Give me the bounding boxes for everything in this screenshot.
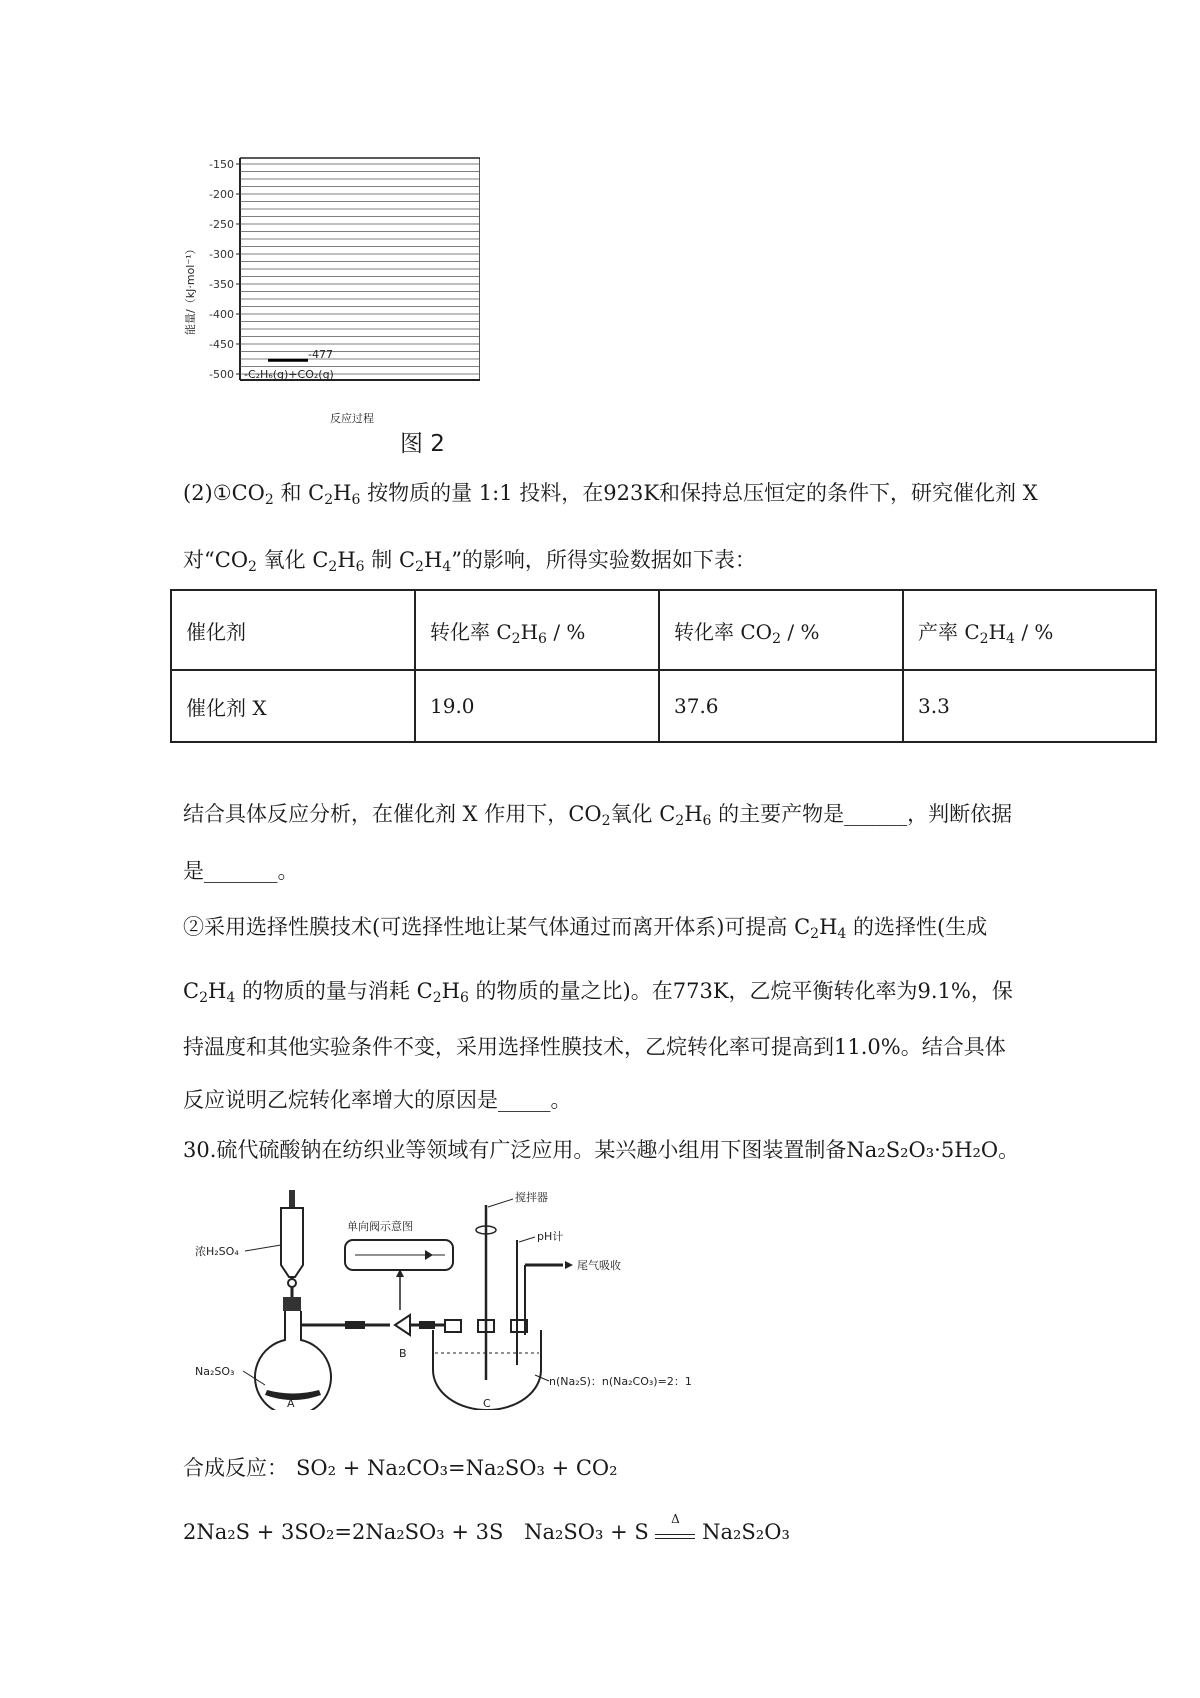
cell-c2h6: 19.0: [415, 670, 659, 742]
stopcock: [288, 1279, 296, 1287]
figure-caption: 图 2: [400, 431, 445, 457]
cell-co2: 37.6: [659, 670, 903, 742]
separatory-funnel: [281, 1208, 303, 1277]
tail-gas-label: 尾气吸收: [577, 1259, 621, 1272]
energy-diagram: [180, 150, 480, 440]
y-tick-label: -150: [209, 158, 234, 171]
y-tick-label: -300: [209, 248, 234, 261]
y-tick-label: -450: [209, 338, 234, 351]
table-row: [171, 670, 1156, 742]
q2b-line3: 持温度和其他实验条件不变，采用选择性膜技术，乙烷转化率可提高到11.0%。结合具体: [183, 1035, 1006, 1059]
analysis-line2: 是_______。: [183, 859, 299, 883]
header-co2-conversion: 转化率 $CO_2$ / %: [659, 590, 903, 670]
y-axis-ticks: [209, 158, 240, 381]
x-axis-label: 反应过程: [330, 412, 374, 425]
q2b-line4: 反应说明乙烷转化率增大的原因是_____。: [183, 1088, 572, 1112]
q2-line1: $(2)①CO_2$ 和 $C_2H_6$ 按物质的量 1:1 投料，在923K和保持总压恒定的条件下，研究催化剂 X: [183, 481, 1038, 508]
na2so3-label: Na₂SO₃: [195, 1365, 235, 1378]
q2b-line2: $C_2H_4$ 的物质的量与消耗 $C_2H_6$ 的物质的量之比)。在773K，乙烷平衡转化率为9.1%，保: [183, 979, 1013, 1006]
cell-c2h4: 3.3: [903, 670, 1156, 742]
ratio-label: n(Na₂S)：n(Na₂CO₃)=2：1: [549, 1375, 692, 1388]
q2b-line1: ②采用选择性膜技术(可选择性地让某气体通过而离开体系)可提高 $C_2H_4$ 的选择性(生成: [183, 915, 988, 942]
synthesis-line1: 合成反应： SO₂ + Na₂CO₃=Na₂SO₃ + CO₂: [183, 1456, 618, 1480]
header-c2h4-yield: 产率 $C_2H_4$ / %: [903, 590, 1156, 670]
y-tick-label: -350: [209, 278, 234, 291]
gridlines: [240, 164, 480, 374]
q2-line2: 对“$CO_2$ 氧化 $C_2H_6$ 制 $C_2H_4$”的影响，所得实验数据如下表：: [183, 548, 756, 575]
label-A: A: [287, 1397, 295, 1410]
y-tick-label: -200: [209, 188, 234, 201]
valve-label: 单向阀示意图: [347, 1220, 413, 1233]
ph-label: pH计: [537, 1230, 564, 1243]
check-valve-B: [395, 1315, 410, 1335]
stirrer-label: 搅拌器: [515, 1191, 548, 1204]
apparatus-diagram: [195, 1185, 695, 1410]
header-catalyst: 催化剂: [171, 590, 415, 670]
y-tick-label: -400: [209, 308, 234, 321]
delta-sign: Δ: [671, 1512, 680, 1526]
flask-stopper: [283, 1297, 301, 1311]
label-B: B: [399, 1347, 407, 1360]
h2so4-label: 浓H₂SO₄: [195, 1245, 239, 1258]
funnel-stopper: [289, 1190, 295, 1208]
q30-line: 30.硫代硫酸钠在纺织业等领域有广泛应用。某兴趣小组用下图装置制备Na₂S₂O₃·5H₂O。: [183, 1138, 1020, 1162]
catalyst-table: [170, 589, 1157, 743]
start-label: -C₂H₆(g)+CO₂(g): [244, 368, 334, 381]
cell-catalyst: 催化剂 X: [171, 670, 415, 742]
analysis-line1: 结合具体反应分析，在催化剂 X 作用下，$CO_2$氧化 $C_2H_6$ 的主要产物是______，判断依据: [183, 802, 1013, 829]
y-tick-label: -250: [209, 218, 234, 231]
synthesis-line2: 2Na₂S + 3SO₂=2Na₂SO₃ + 3S Na₂SO₃ + S Δ Na₂S₂O₃: [183, 1512, 790, 1544]
header-c2h6-conversion: 转化率 $C_2H_6$ / %: [415, 590, 659, 670]
table-header-row: [171, 590, 1156, 670]
level-label-477: -477: [308, 348, 333, 362]
label-C: C: [483, 1397, 491, 1410]
y-axis-label: 能量/（kJ·mol⁻¹）: [184, 243, 197, 335]
y-tick-label: -500: [209, 368, 234, 381]
